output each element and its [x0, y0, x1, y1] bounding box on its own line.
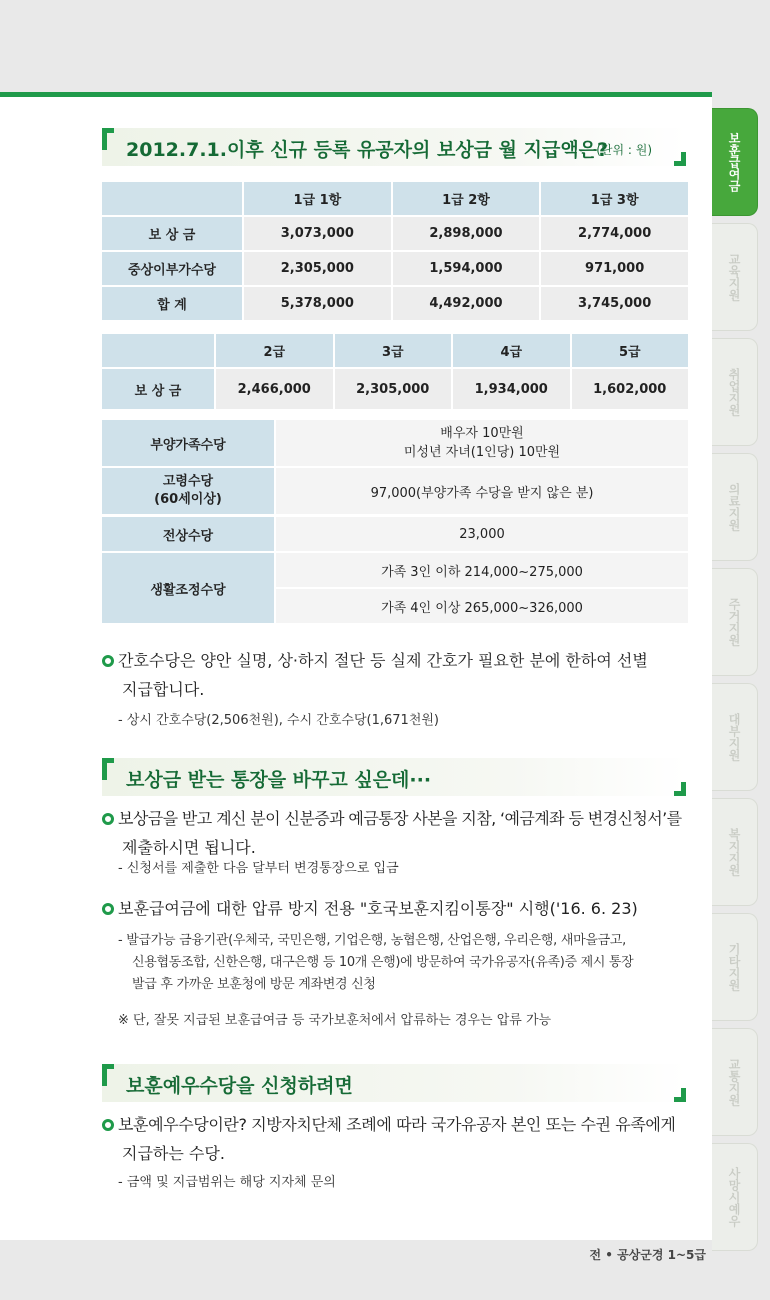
- table-row: [102, 217, 688, 250]
- label-line: 고령수당: [162, 474, 214, 489]
- sub-line: 신용협동조합, 신한은행, 대구은행 등 10개 은행)에 방문하여 국가유공자(유족)증 제시 통장: [132, 955, 634, 970]
- table-cell: [276, 420, 688, 466]
- side-tab-3[interactable]: [712, 338, 758, 446]
- row-label: 부양가족수당: [102, 420, 274, 466]
- section-header-compensation: [102, 128, 686, 166]
- side-tab-4[interactable]: [712, 453, 758, 561]
- table-header-cell: 1급 1항: [244, 182, 391, 215]
- table-row: [102, 553, 688, 587]
- side-tab-7[interactable]: [712, 798, 758, 906]
- table-header-cell: 5급: [572, 334, 689, 367]
- side-tab-label: 사망시예우: [727, 1167, 741, 1227]
- side-tab-label: 취업지원: [727, 368, 741, 416]
- side-tab-2[interactable]: [712, 223, 758, 331]
- table-allowances-2: [100, 515, 690, 625]
- bullet-nursing-allowance: [102, 646, 692, 704]
- table-row: [102, 252, 688, 285]
- bullet-icon: [102, 655, 114, 667]
- table-header-cell: [102, 334, 214, 367]
- table-row: [102, 369, 688, 409]
- unit-label: (단위 : 원): [596, 143, 652, 157]
- section-title: 2012.7.1.이후 신규 등록 유공자의 보상금 월 지급액은?: [126, 139, 609, 161]
- table-row: [102, 468, 688, 514]
- sub-note: - 금액 및 지급범위는 해당 지자체 문의: [118, 1175, 336, 1190]
- side-tabs: [712, 108, 764, 1258]
- table-cell: 1,934,000: [453, 369, 570, 409]
- bullet-text: 보훈급여금에 대한 압류 방지 전용 "호국보훈지킴이통장" 시행('16. 6. 23): [118, 899, 638, 918]
- side-tab-9[interactable]: [712, 1028, 758, 1136]
- cell-line: 미성년 자녀(1인당) 10만원: [403, 445, 561, 460]
- corner-mark: [102, 758, 114, 780]
- section-header-account-change: [102, 758, 686, 796]
- sub-note: - 신청서를 제출한 다음 달부터 변경통장으로 입금: [118, 861, 399, 876]
- side-tab-label: 보훈급여금: [727, 132, 741, 192]
- side-tab-label: 의료지원: [727, 483, 741, 531]
- side-tab-label: 교육지원: [727, 253, 741, 301]
- cell-line: 배우자 10만원: [440, 426, 524, 441]
- corner-mark: [102, 1064, 114, 1086]
- side-tab-8[interactable]: [712, 913, 758, 1021]
- top-margin: [0, 0, 770, 92]
- table-cell: 2,774,000: [541, 217, 688, 250]
- sub-note: - 상시 간호수당(2,506천원), 수시 간호수당(1,671천원): [118, 713, 440, 728]
- side-tab-label: 주거지원: [727, 598, 741, 646]
- table-row: [102, 420, 688, 466]
- table-header-cell: 2급: [216, 334, 333, 367]
- sub-note: [118, 930, 698, 996]
- bullet-line: [102, 1110, 692, 1139]
- table-cell: 5,378,000: [244, 287, 391, 320]
- table-cell: 23,000: [276, 517, 688, 551]
- bullet-protection-account: [102, 894, 692, 923]
- table-cell: 가족 4인 이상 265,000~326,000: [276, 589, 688, 623]
- table-cell: 4,492,000: [393, 287, 540, 320]
- table-cell: 2,466,000: [216, 369, 333, 409]
- corner-mark: [674, 782, 686, 796]
- table-cell: 1,594,000: [393, 252, 540, 285]
- bullet-line: [102, 804, 692, 833]
- corner-mark: [102, 128, 114, 150]
- bullet-line: 지급하는 수당.: [122, 1144, 225, 1163]
- table-cell: 97,000(부양가족 수당을 받지 않은 분): [276, 468, 688, 514]
- footer-label: 전 • 공상군경 1~5급: [589, 1248, 706, 1262]
- row-label: 보 상 금: [102, 369, 214, 409]
- section-title: 보상금 받는 통장을 바꾸고 싶은데···: [126, 769, 432, 791]
- section-header-honor-allowance: [102, 1064, 686, 1102]
- side-tab-6[interactable]: [712, 683, 758, 791]
- bullet-line: 지급합니다.: [122, 680, 205, 699]
- table-cell: 3,073,000: [244, 217, 391, 250]
- row-label: 중상이부가수당: [102, 252, 242, 285]
- label-line: (60세이상): [154, 492, 222, 507]
- bullet-icon: [102, 903, 114, 915]
- bullet-text: 간호수당은 양안 실명, 상·하지 절단 등 실제 간호가 필요한 분에 한하여 선별: [118, 651, 648, 670]
- bullet-text: 보상금을 받고 계신 분이 신분증과 예금통장 사본을 지참, ‘예금계좌 등 변경신청서’를: [118, 809, 682, 828]
- section-title: 보훈예우수당을 신청하려면: [126, 1075, 353, 1097]
- row-label: 생활조정수당: [102, 553, 274, 623]
- bullet-honor-allowance: [102, 1110, 692, 1168]
- side-tab-label: 대부지원: [727, 713, 741, 761]
- side-tab-1[interactable]: [712, 108, 758, 216]
- corner-mark: [674, 1088, 686, 1102]
- table-header-cell: 3급: [335, 334, 452, 367]
- sub-line: - 발급가능 금융기관(우체국, 국민은행, 기업은행, 농협은행, 산업은행, 우리은행, 새마을금고,: [118, 933, 626, 948]
- table-header-cell: 1급 2항: [393, 182, 540, 215]
- table-grade2-5: [100, 332, 690, 411]
- table-row: [102, 517, 688, 551]
- table-cell: 1,602,000: [572, 369, 689, 409]
- side-tab-label: 교통지원: [727, 1058, 741, 1106]
- side-tab-5[interactable]: [712, 568, 758, 676]
- side-tab-10[interactable]: [712, 1143, 758, 1251]
- table-header-cell: 1급 3항: [541, 182, 688, 215]
- table-cell: 2,898,000: [393, 217, 540, 250]
- row-label: [102, 468, 274, 514]
- table-header-cell: 4급: [453, 334, 570, 367]
- table-cell: 971,000: [541, 252, 688, 285]
- table-header-row: [102, 334, 688, 367]
- bullet-line: [102, 646, 692, 675]
- table-header-row: [102, 182, 688, 215]
- table-row: [102, 287, 688, 320]
- corner-mark: [674, 152, 686, 166]
- table-allowances: [100, 418, 690, 516]
- bullet-line: 제출하시면 됩니다.: [122, 838, 256, 857]
- table-cell: 가족 3인 이하 214,000~275,000: [276, 553, 688, 587]
- side-tab-label: 기타지원: [727, 943, 741, 991]
- side-tab-label: 복지지원: [727, 828, 741, 876]
- bullet-icon: [102, 813, 114, 825]
- table-cell: 2,305,000: [335, 369, 452, 409]
- bullet-account-change: [102, 804, 692, 862]
- caution-note: ※ 단, 잘못 지급된 보훈급여금 등 국가보훈처에서 압류하는 경우는 압류 가능: [118, 1013, 552, 1028]
- table-header-cell: [102, 182, 242, 215]
- table-cell: 2,305,000: [244, 252, 391, 285]
- bullet-text: 보훈예우수당이란? 지방자치단체 조례에 따라 국가유공자 본인 또는 수권 유족에게: [118, 1115, 676, 1134]
- row-label: 전상수당: [102, 517, 274, 551]
- bullet-icon: [102, 1119, 114, 1131]
- table-cell: 3,745,000: [541, 287, 688, 320]
- row-label: 합 계: [102, 287, 242, 320]
- table-grade1: [100, 180, 690, 322]
- bullet-line: [102, 894, 692, 923]
- sub-line: 발급 후 가까운 보훈청에 방문 계좌변경 신청: [132, 977, 376, 992]
- row-label: 보 상 금: [102, 217, 242, 250]
